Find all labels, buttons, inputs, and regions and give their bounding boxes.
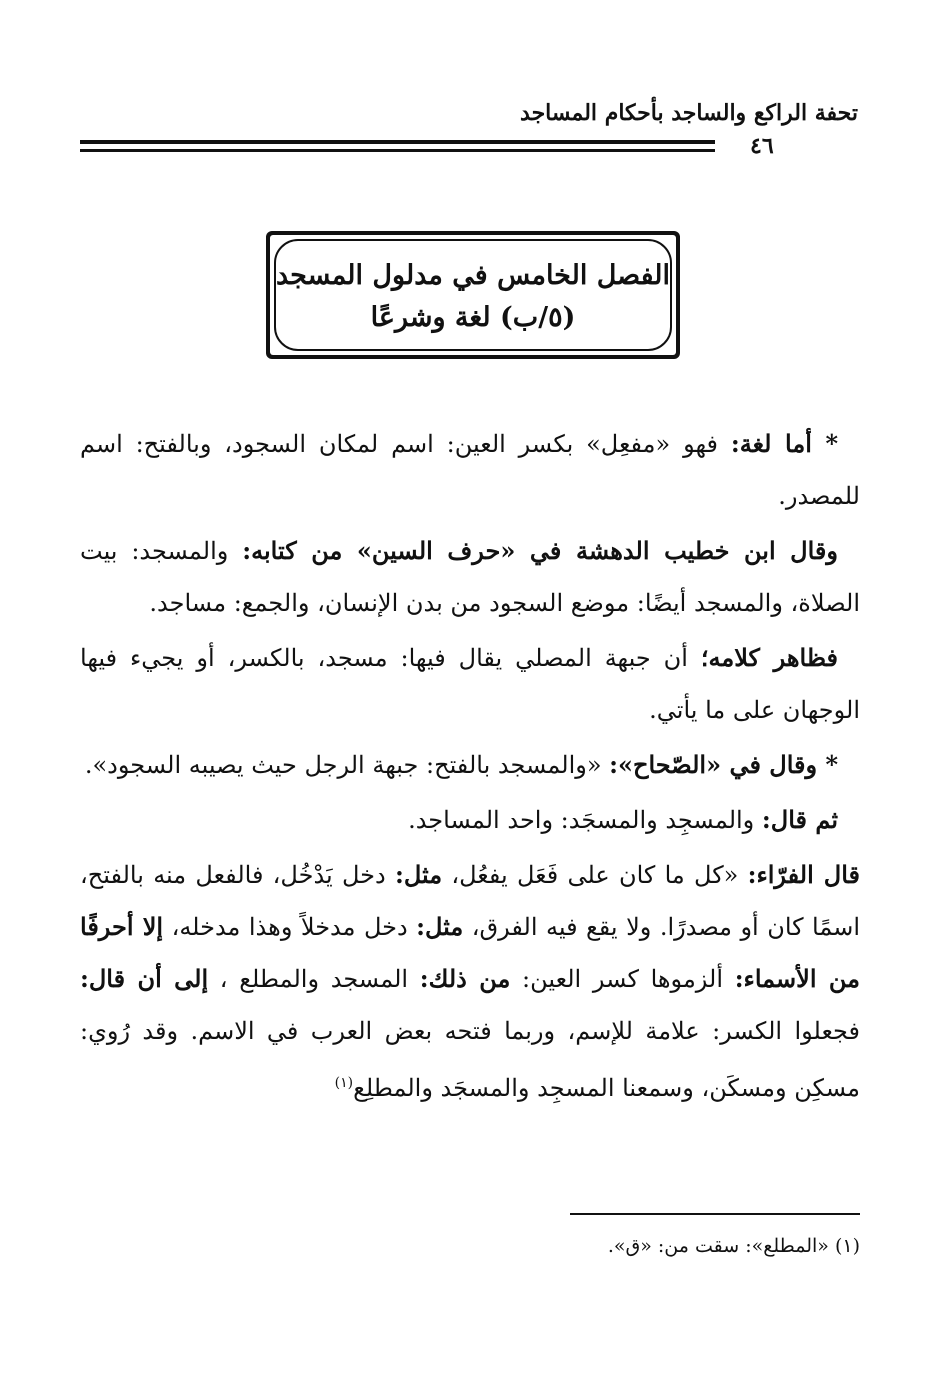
chapter-title-line2: (٥/ب) لغة وشرعًا: [370, 302, 576, 333]
page-number: ٤٦: [750, 133, 774, 159]
footnote-rule: [570, 1213, 860, 1215]
running-title: تحفة الراكع والساجد بأحكام المساجد: [520, 100, 858, 126]
chapter-title-box: [266, 231, 680, 359]
paragraph-lead: وقال ابن خطيب الدهشة في «حرف السين» من كتابه:: [242, 536, 838, 565]
farra-text: دخل يَدْخُل، فالفعل منه بالفتح، اسمًا كان أو مصدرًا. ولا يقع فيه الفرق،: [80, 861, 861, 941]
paragraph-text: «والمسجد بالفتح: جبهة الرجل حيث يصيبه السجود».: [84, 751, 610, 779]
paragraph-text: والمسجِد والمسجَد: واحد المساجد.: [408, 806, 762, 834]
paragraph-lead: * وقال في «الصّحاح»:: [609, 750, 838, 779]
paragraph: [80, 632, 860, 736]
farra-mithl: مثل:: [394, 860, 443, 889]
paragraph-text: والمسجد: بيت الصلاة، والمسجد أيضًا: موضع السجود من بدن الإنسان، والجمع: مساجد.: [80, 537, 860, 617]
farra-lead: قال الفرّاء:: [747, 860, 860, 889]
farra-text: المسجد والمطلع ،: [208, 965, 420, 993]
paragraph: [80, 739, 860, 791]
paragraph-lead: ثم قال:: [761, 805, 838, 834]
paragraph-farra: [80, 849, 860, 1114]
header-rule: [85, 140, 715, 152]
farra-illa: إلا أحرفًا من الأسماء:: [80, 912, 860, 993]
farra-text: دخل مدخلاً وهذا مدخله،: [163, 913, 417, 941]
farra-text: «كل ما كان على فَعَل يفعُل،: [442, 861, 748, 889]
farra-min-dhalik: من ذلك:: [419, 964, 511, 993]
header-rule-short: [80, 140, 150, 152]
paragraph: [80, 525, 860, 629]
farra-mithl: مثل:: [416, 912, 464, 941]
paragraph: [80, 418, 860, 522]
farra-text: ألزموها كسر العين:: [510, 965, 735, 993]
paragraph: [80, 794, 860, 846]
farra-text: فجعلوا الكسر: علامة للإسم، وربما فتحه بعض العرب في الاسم. وقد رُوي: مسكِن ومسكَن، وسمعنا المسجِد والمسجَد والمطلِع: [80, 1017, 860, 1102]
body-text: [80, 418, 860, 1117]
farra-ila-an-qal: إلى أن قال:: [80, 964, 209, 993]
paragraph-text: أن جبهة المصلي يقال فيها: مسجد، بالكسر، أو يجيء فيها الوجهان على ما يأتي.: [80, 644, 860, 724]
paragraph-lead: فظاهر كلامه؛: [700, 643, 839, 672]
paragraph-text: فهو «مفعِل» بكسر العين: اسم لمكان السجود، وبالفتح: اسم للمصدر.: [80, 430, 860, 510]
footnote: (١) «المطلع»: سقت من: «ق».: [607, 1235, 860, 1257]
chapter-title-line1: الفصل الخامس في مدلول المسجد: [276, 260, 670, 291]
paragraph-lead: * أما لغة:: [730, 429, 839, 458]
footnote-marker: (١): [334, 1075, 354, 1091]
